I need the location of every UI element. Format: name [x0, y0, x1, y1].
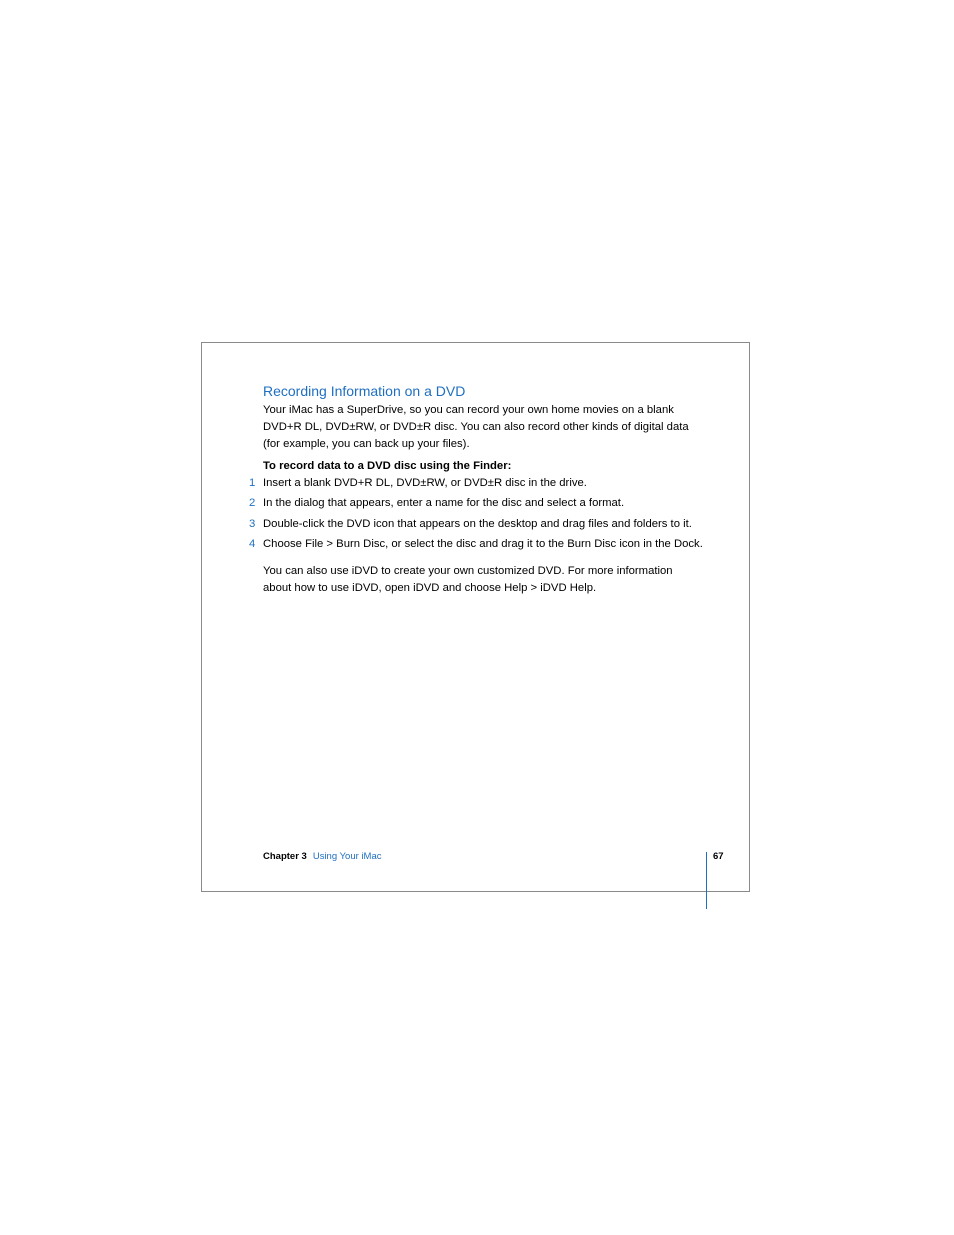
section-title: Recording Information on a DVD — [263, 383, 466, 399]
step-item — [0, 518, 954, 535]
step-number: 2 — [249, 497, 256, 509]
outro-line: You can also use iDVD to create your own customized DVD. For more information — [263, 565, 673, 577]
intro-line: DVD+R DL, DVD±RW, or DVD±R disc. You can also record other kinds of digital data — [263, 421, 689, 433]
step-number: 1 — [249, 477, 256, 489]
footer-divider — [706, 852, 707, 909]
outro-paragraph — [263, 563, 703, 597]
step-text: Double-click the DVD icon that appears on the desktop and drag files and folders to it. — [263, 518, 692, 530]
step-item — [0, 477, 954, 494]
intro-paragraph — [263, 402, 703, 453]
step-number: 4 — [249, 538, 256, 550]
intro-line: (for example, you can back up your files). — [263, 438, 470, 450]
step-number: 3 — [249, 518, 256, 530]
step-item — [0, 497, 954, 514]
step-text: In the dialog that appears, enter a name for the disc and select a format. — [263, 497, 625, 509]
footer-chapter — [263, 851, 381, 862]
chapter-label: Chapter 3 — [263, 851, 307, 862]
intro-line: Your iMac has a SuperDrive, so you can record your own home movies on a blank — [263, 404, 674, 416]
task-heading: To record data to a DVD disc using the Finder: — [263, 460, 512, 472]
step-item — [0, 538, 954, 555]
outro-line: about how to use iDVD, open iDVD and choose Help > iDVD Help. — [263, 582, 597, 594]
page-number: 67 — [713, 851, 724, 862]
chapter-title: Using Your iMac — [312, 851, 382, 862]
step-text: Choose File > Burn Disc, or select the disc and drag it to the Burn Disc icon in the Dock. — [263, 538, 703, 550]
step-text: Insert a blank DVD+R DL, DVD±RW, or DVD±R disc in the drive. — [263, 477, 587, 489]
